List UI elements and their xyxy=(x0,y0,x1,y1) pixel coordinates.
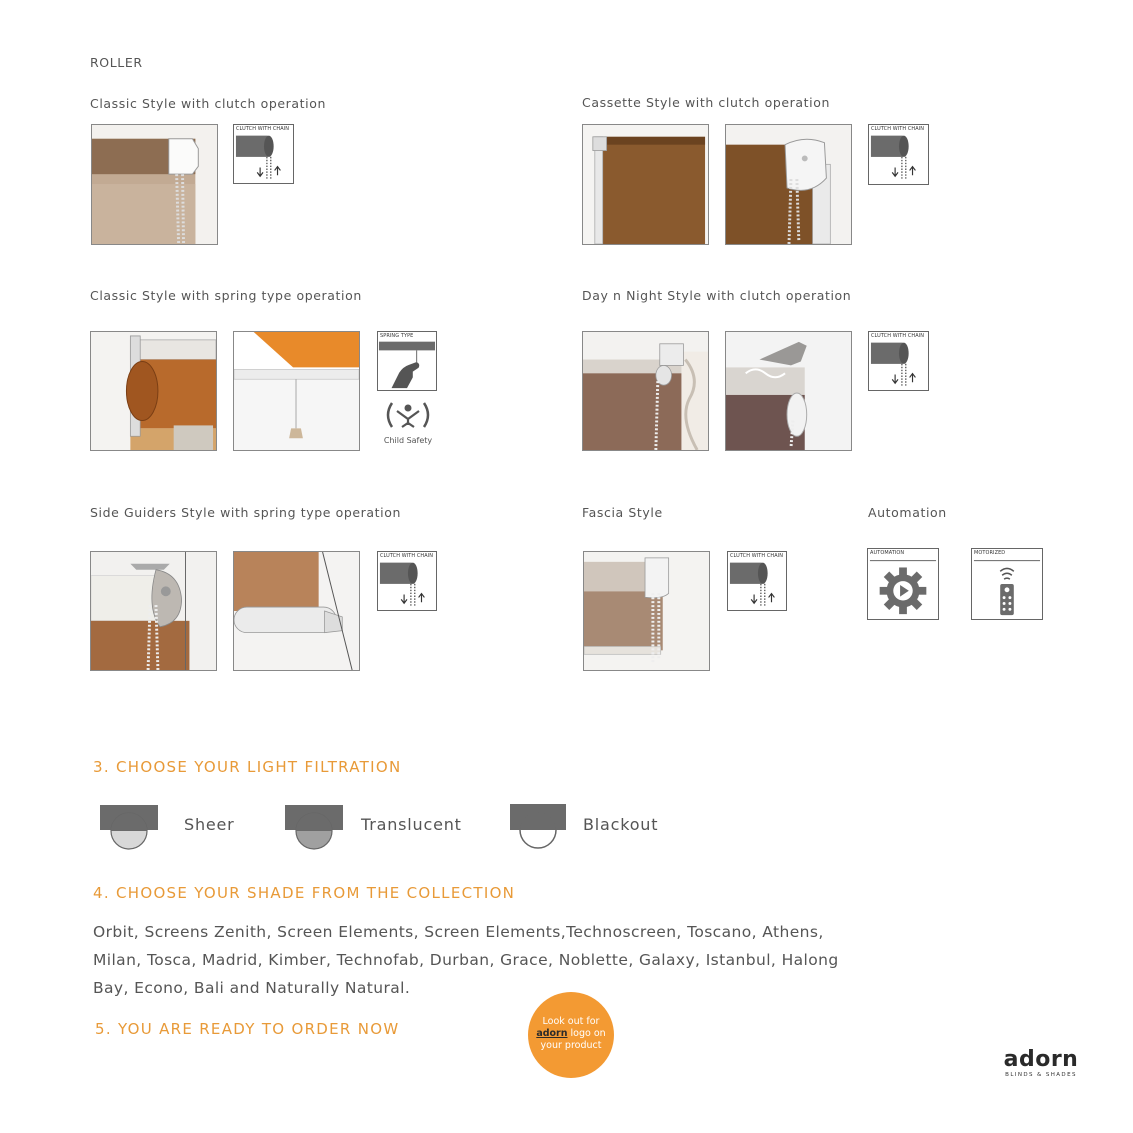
collection-list: Orbit, Screens Zenith, Screen Elements, Screen Elements,Technoscreen, Toscano, Athens, Milan, Tosca, Madrid, Kimber, Technofab, Durban, Grace, Noblette, Galaxy, Istanbul, Halong Bay, Econo, Bali and Naturally Natural. xyxy=(93,923,839,997)
side-guiders-label: Side Guiders Style with spring type operation xyxy=(90,505,402,520)
cassette-photo-2 xyxy=(725,124,852,245)
order-heading: 5. YOU ARE READY TO ORDER NOW xyxy=(95,1020,400,1038)
blackout-label: Blackout xyxy=(583,815,659,834)
spring-type-icon xyxy=(377,331,437,391)
cassette-photo-1 xyxy=(582,124,709,245)
badge-line1: Look out for xyxy=(542,1016,600,1027)
badge-line3: your product xyxy=(540,1040,602,1051)
clutch-chain-icon xyxy=(868,124,929,185)
spring-type-caption: SPRING TYPE xyxy=(380,333,414,339)
brand-name: adorn xyxy=(1003,1047,1079,1072)
clutch-chain-caption: CLUTCH WITH CHAIN xyxy=(871,333,925,339)
fascia-label: Fascia Style xyxy=(582,505,663,520)
translucent-icon xyxy=(285,805,343,851)
classic-clutch-label: Classic Style with clutch operation xyxy=(90,96,327,111)
motorized-caption: MOTORIZED xyxy=(974,550,1006,556)
brand-logo xyxy=(1000,1048,1082,1078)
child-safety-label: Child Safety xyxy=(383,436,433,445)
brand-tagline: BLINDS & SHADES xyxy=(1005,1072,1077,1078)
badge-logo-word: adorn xyxy=(536,1028,568,1039)
clutch-chain-icon xyxy=(233,124,294,184)
day-night-label: Day n Night Style with clutch operation xyxy=(582,288,852,303)
cassette-clutch-label: Cassette Style with clutch operation xyxy=(582,95,830,110)
light-filtration-heading: 3. CHOOSE YOUR LIGHT FILTRATION xyxy=(93,758,402,776)
classic-spring-label: Classic Style with spring type operation xyxy=(90,288,362,303)
day-night-photo-2 xyxy=(725,331,852,451)
child-safety-icon xyxy=(384,397,432,433)
clutch-chain-caption: CLUTCH WITH CHAIN xyxy=(380,553,434,559)
side-guiders-photo-1 xyxy=(90,551,217,671)
section-title: ROLLER xyxy=(90,55,143,70)
classic-clutch-photo xyxy=(91,124,218,245)
day-night-photo-1 xyxy=(582,331,709,451)
translucent-label: Translucent xyxy=(361,815,462,834)
clutch-chain-caption: CLUTCH WITH CHAIN xyxy=(730,553,784,559)
side-guiders-photo-2 xyxy=(233,551,360,671)
clutch-chain-caption: CLUTCH WITH CHAIN xyxy=(871,126,925,132)
clutch-chain-caption: CLUTCH WITH CHAIN xyxy=(236,126,290,132)
classic-spring-photo-1 xyxy=(90,331,217,451)
logo-badge xyxy=(528,992,614,1078)
clutch-chain-icon xyxy=(868,331,929,391)
sheer-icon xyxy=(100,805,158,851)
automation-label: Automation xyxy=(868,505,947,520)
motorized-remote-icon xyxy=(971,548,1043,620)
collection-heading: 4. CHOOSE YOUR SHADE FROM THE COLLECTION xyxy=(93,884,516,902)
automation-caption: AUTOMATION xyxy=(870,550,905,556)
sheer-label: Sheer xyxy=(184,815,235,834)
clutch-chain-icon xyxy=(727,551,787,611)
automation-gear-icon xyxy=(867,548,939,620)
blackout-icon xyxy=(510,804,566,852)
fascia-photo xyxy=(583,551,710,671)
badge-line2: logo on xyxy=(570,1028,606,1039)
clutch-chain-icon xyxy=(377,551,437,611)
classic-spring-photo-2 xyxy=(233,331,360,451)
